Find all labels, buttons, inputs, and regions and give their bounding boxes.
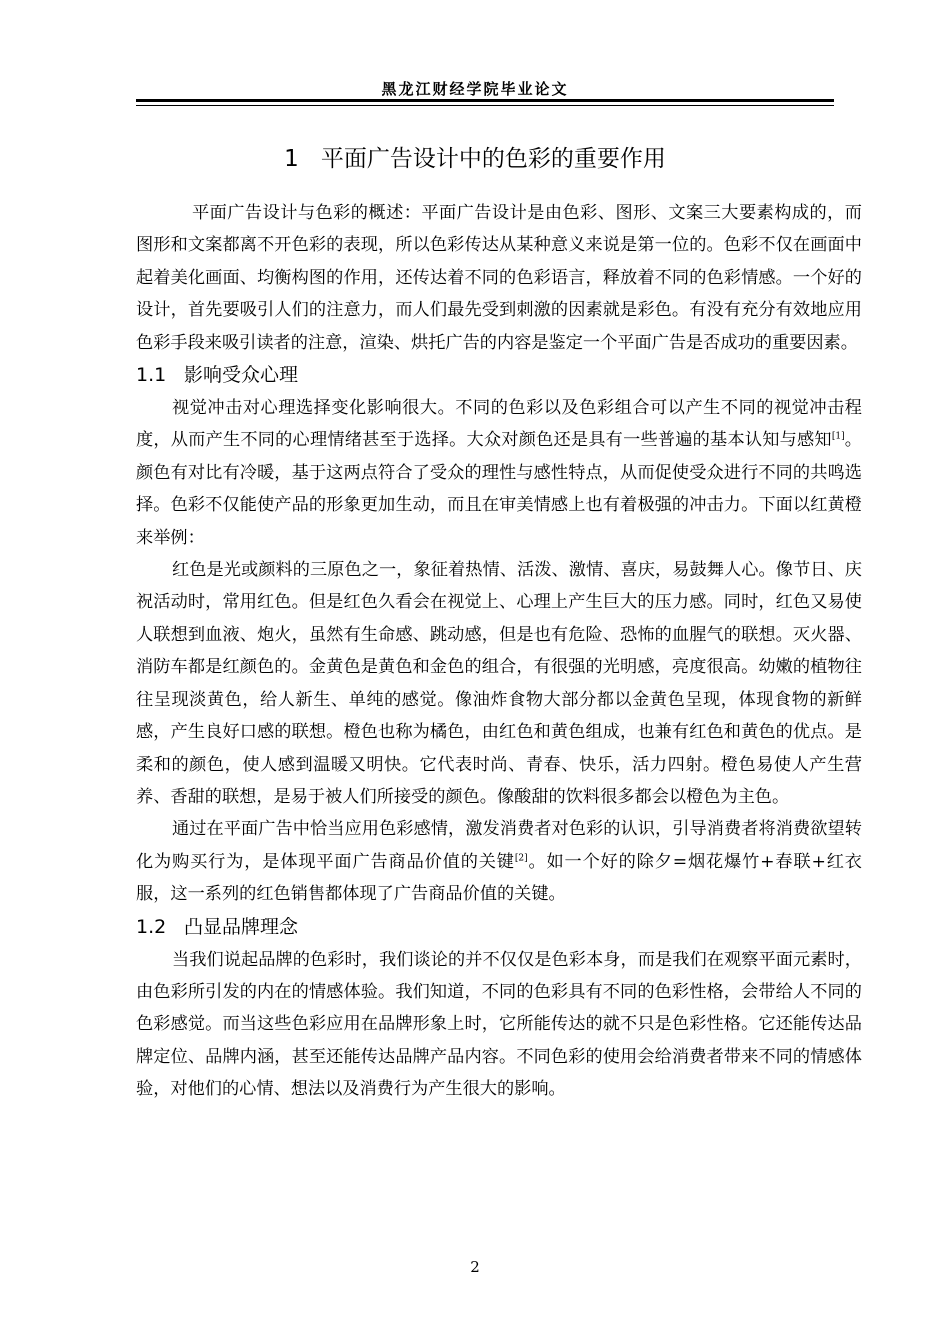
chapter-heading bbox=[0, 140, 950, 173]
paragraph-text: 视觉冲击对心理选择变化影响很大。不同的色彩以及色彩组合可以产生不同的视觉冲击程度，从而产生不同的心理情绪甚至于选择。大众对颜色还是具有一些普遍的基本认知与感知 bbox=[136, 398, 862, 451]
section-number: 1.1 bbox=[136, 364, 167, 387]
paragraph-text: 。颜色有对比有冷暖，基于这两点符合了受众的理性与感性特点，从而促使受众进行不同的共鸣选择。色彩不仅能使产品的形象更加生动，而且在审美情感上也有着极强的冲击力。下面以红黄橙来举例： bbox=[136, 430, 862, 548]
citation-ref: [2] bbox=[514, 852, 528, 863]
paragraph-text: 通过在平面广告中恰当应用色彩感情，激发消费者对色彩的认识，引导消费者将消费欲望转化为购买行为，是体现平面广告商品价值的关键 bbox=[136, 819, 862, 872]
paragraph-text: 。如一个好的除夕=烟花爆竹+春联+红衣服，这一系列的红色销售都体现了广告商品价值的关键。 bbox=[136, 851, 862, 905]
body-text bbox=[136, 197, 862, 1106]
page-number: 2 bbox=[470, 1258, 480, 1276]
header-rule-thick bbox=[136, 99, 834, 102]
section-title: 凸显品牌理念 bbox=[184, 915, 299, 938]
paragraph bbox=[136, 813, 862, 910]
section-number: 1.2 bbox=[136, 915, 167, 938]
chapter-number: 1 bbox=[284, 146, 299, 172]
section-heading-1-2 bbox=[136, 911, 862, 944]
section-heading-1-1 bbox=[136, 359, 862, 392]
intro-paragraph: 平面广告设计与色彩的概述：平面广告设计是由色彩、图形、文案三大要素构成的，而图形和文案都离不开色彩的表现，所以色彩传达从某种意义来说是第一位的。色彩不仅在画面中起着美化画面、均衡构图的作用，还传达着不同的色彩语言，释放着不同的色彩情感。一个好的设计，首先要吸引人们的注意力，而人们最先受到刺激的因素就是彩色。有没有充分有效地应用色彩手段来吸引读者的注意，渲染、烘托广告的内容是鉴定一个平面广告是否成功的重要因素。 bbox=[136, 203, 862, 353]
header-rule-thin bbox=[136, 105, 834, 106]
citation-ref: [1] bbox=[831, 431, 845, 442]
running-header: 黑龙江财经学院毕业论文 bbox=[381, 80, 569, 98]
chapter-title: 平面广告设计中的色彩的重要作用 bbox=[320, 146, 666, 172]
paragraph: 红色是光或颜料的三原色之一，象征着热情、活泼、激情、喜庆，易鼓舞人心。像节日、庆祝活动时，常用红色。但是红色久看会在视觉上、心理上产生巨大的压力感。同时，红色又易使人联想到血液、炮火，虽然有生命感、跳动感，但是也有危险、恐怖的血腥气的联想。灭火器、消防车都是红颜色的。金黄色是黄色和金色的组合，有很强的光明感，亮度很高。幼嫩的植物往往呈现淡黄色，给人新生、单纯的感觉。像油炸食物大部分都以金黄色呈现，体现食物的新鲜感，产生良好口感的联想。橙色也称为橘色，由红色和黄色组成，也兼有红色和黄色的优点。是柔和的颜色，使人感到温暖又明快。它代表时尚、青春、快乐，活力四射。橙色易使人产生营养、香甜的联想，是易于被人们所接受的颜色。像酸甜的饮料很多都会以橙色为主色。 bbox=[136, 560, 862, 807]
paragraph: 当我们说起品牌的色彩时，我们谈论的并不仅仅是色彩本身，而是我们在观察平面元素时，由色彩所引发的内在的情感体验。我们知道，不同的色彩具有不同的色彩性格，会带给人不同的色彩感觉。而当这些色彩应用在品牌形象上时，它所能传达的就不只是色彩性格。它还能传达品牌定位、品牌内涵，甚至还能传达品牌产品内容。不同色彩的使用会给消费者带来不同的情感体验，对他们的心情、想法以及消费行为产生很大的影响。 bbox=[136, 949, 862, 1100]
paragraph bbox=[136, 392, 862, 554]
section-title: 影响受众心理 bbox=[184, 364, 299, 387]
